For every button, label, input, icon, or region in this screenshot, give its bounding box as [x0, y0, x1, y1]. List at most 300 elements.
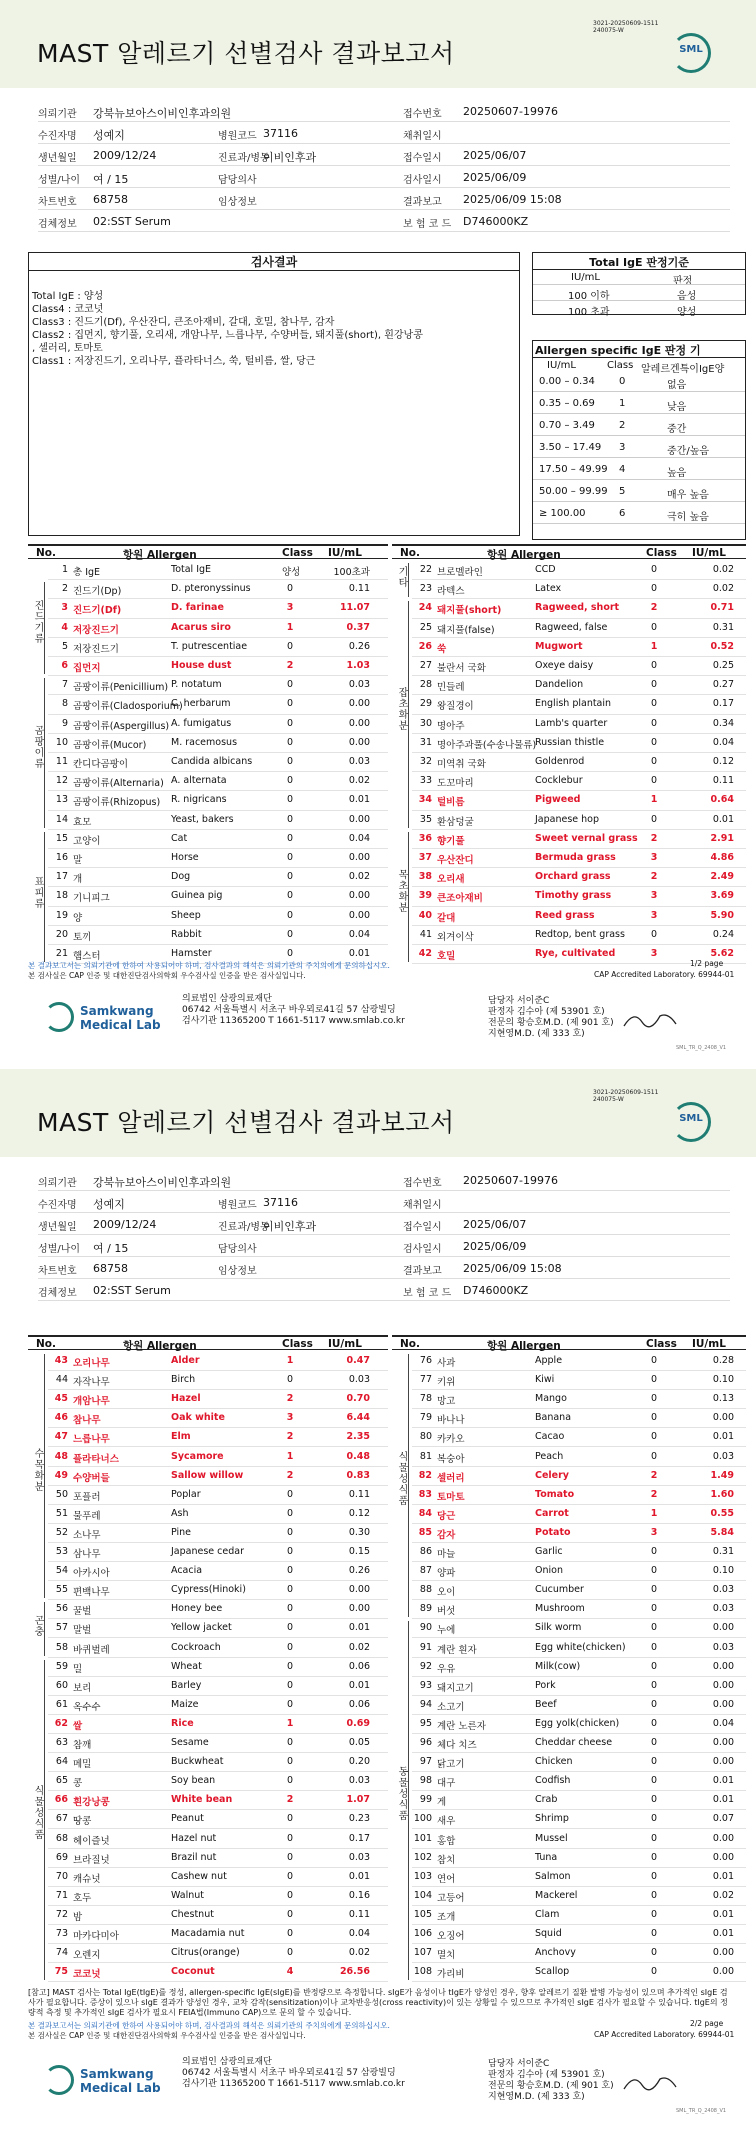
info-row	[38, 188, 730, 210]
table-row	[412, 734, 746, 753]
row-english: Timothy grass	[535, 890, 612, 902]
handwritten-signature-icon	[620, 2067, 680, 2097]
table-row	[48, 657, 388, 676]
row-value: 0.15	[348, 1546, 370, 1557]
row-korean: 홍합	[437, 1835, 456, 1847]
table-row	[48, 1467, 388, 1486]
table-row	[412, 1486, 746, 1505]
row-class: 0	[286, 1698, 294, 1710]
row-class: 2	[650, 602, 658, 614]
table-row	[48, 1428, 388, 1447]
row-korean: 곰팡이류(Aspergillus)	[73, 720, 170, 732]
row-korean: 우산잔디	[437, 855, 474, 866]
row-english: Elm	[171, 1431, 191, 1443]
info-value: 2025/06/09 15:08	[463, 193, 562, 206]
row-english: Oak white	[171, 1412, 225, 1424]
row-english: Kiwi	[535, 1374, 555, 1386]
row-no: 53	[55, 1546, 68, 1557]
row-no: 71	[55, 1889, 68, 1901]
info-label: 의뢰기관	[38, 109, 77, 120]
row-class: 0	[286, 736, 294, 748]
group-label: 곰팡이류	[32, 725, 43, 769]
row-english: Wheat	[171, 1660, 202, 1672]
row-value: 0.10	[712, 1565, 734, 1577]
row-korean: 곰팡이류(Penicillium)	[73, 682, 169, 694]
row-korean: 계란 노른자	[437, 1720, 486, 1732]
row-class: 0	[286, 1622, 294, 1634]
group-bracket	[44, 678, 45, 828]
table-row	[412, 1448, 746, 1467]
row-english: P. notatum	[171, 679, 222, 691]
table-row	[412, 849, 746, 868]
row-no: 75	[54, 1966, 68, 1978]
row-value: 4.86	[710, 852, 734, 863]
row-korean: 미역취 국화	[437, 759, 486, 770]
table-row	[412, 1906, 746, 1925]
row-english: Mackerel	[535, 1889, 578, 1901]
table-row	[48, 695, 388, 714]
table-row	[412, 907, 746, 926]
row-value: 0.37	[346, 621, 370, 633]
row-no: 52	[55, 1526, 68, 1538]
info-label: 접수일시	[403, 1222, 442, 1233]
row-value: 0.23	[348, 1813, 370, 1825]
row-english: A. fumigatus	[171, 717, 232, 729]
table-row	[412, 1543, 746, 1562]
info-value: 2025/06/07	[463, 1218, 527, 1231]
info-value: 2025/06/09	[463, 1240, 527, 1253]
row-korean: 곰팡이류(Cladosporium)	[73, 701, 183, 713]
row-value: 0.00	[348, 698, 370, 710]
row-no: 17	[55, 871, 68, 883]
row-korean: 카카오	[437, 1434, 465, 1446]
info-label: 보 험 코 드	[403, 219, 452, 230]
row-korean: 땅콩	[73, 1816, 92, 1828]
row-english: Walnut	[171, 1889, 205, 1901]
row-no: 3	[61, 602, 68, 614]
row-class: 0	[650, 1431, 658, 1443]
row-value: 0.25	[712, 660, 734, 671]
allergen-table-right	[392, 544, 746, 964]
table-row	[48, 1409, 388, 1428]
header-cell: IU/mL	[328, 1338, 362, 1350]
row-korean: 돼지풀(false)	[437, 624, 495, 636]
row-no: 80	[419, 1431, 432, 1443]
row-value: 0.01	[712, 1431, 734, 1443]
info-value: 강북뉴보아스이비인후과의원	[93, 1176, 232, 1189]
row-value: 0.28	[712, 1355, 734, 1366]
row-korean: 닭고기	[437, 1759, 465, 1771]
row-english: Guinea pig	[171, 890, 223, 902]
criteria-cell: 3.50 – 17.49	[539, 442, 602, 453]
row-korean: 기니피그	[73, 893, 110, 905]
row-class: 1	[286, 621, 294, 633]
row-no: 16	[55, 852, 68, 863]
row-value: 0.83	[346, 1469, 370, 1481]
row-value: 3.69	[710, 890, 734, 902]
row-korean: 버섯	[437, 1606, 456, 1618]
row-class: 0	[650, 1374, 658, 1386]
row-class: 1	[286, 1450, 294, 1462]
row-korean: 민들레	[437, 682, 465, 694]
group-label: 표피류	[32, 876, 43, 909]
row-korean: 삼나무	[73, 1549, 101, 1560]
group-label: 목초화분	[396, 869, 407, 913]
table-row	[48, 1543, 388, 1562]
group-bracket	[408, 563, 409, 597]
table-row	[412, 1409, 746, 1428]
row-value: 5.84	[710, 1526, 734, 1538]
row-english: Cypress(Hinoki)	[171, 1584, 246, 1596]
row-korean: 느릅나무	[73, 1434, 110, 1446]
row-class: 0	[650, 1698, 658, 1710]
row-korean: 가리비	[437, 1969, 465, 1981]
row-value: 0.03	[348, 1374, 370, 1386]
row-line	[533, 479, 745, 480]
table-row	[412, 1810, 746, 1829]
row-value: 0.01	[348, 948, 370, 959]
row-class: 3	[286, 602, 294, 614]
row-korean: 라텍스	[437, 586, 465, 598]
row-no: 101	[413, 1832, 432, 1844]
row-english: CCD	[535, 564, 556, 575]
row-value: 0.02	[712, 583, 734, 595]
row-class: 2	[650, 871, 658, 883]
row-class: 2	[650, 832, 658, 844]
row-english: Chicken	[535, 1756, 573, 1768]
row-value: 0.12	[348, 1507, 370, 1519]
criteria-cell: 음성	[677, 291, 697, 302]
group-bracket	[44, 1354, 45, 1598]
row-english: Mugwort	[535, 640, 583, 652]
row-korean: 불란서 국화	[437, 663, 486, 674]
row-no: 57	[55, 1622, 68, 1634]
row-english: Acarus siro	[171, 621, 231, 633]
specific-ige-title: Allergen specific IgE 판정 기	[535, 344, 701, 357]
row-value: 0.13	[712, 1393, 734, 1405]
logo-text: SML	[679, 1113, 703, 1124]
info-label: 수진자명	[38, 131, 77, 142]
row-no: 85	[418, 1526, 432, 1538]
info-value: 68758	[93, 193, 128, 206]
row-no: 34	[418, 794, 432, 806]
header-cell: Class	[282, 547, 313, 559]
table-header	[392, 1335, 746, 1350]
row-value: 0.10	[712, 1374, 734, 1386]
row-value: 0.02	[348, 1641, 370, 1653]
page-number: 2/2 page	[690, 2019, 724, 2028]
criteria-cell: 매우 높음	[667, 490, 709, 501]
row-value: 0.02	[712, 1889, 734, 1901]
row-english: Rabbit	[171, 928, 202, 940]
table-row	[412, 1619, 746, 1638]
info-value: 37116	[263, 127, 298, 140]
row-no: 26	[418, 640, 432, 652]
row-english: Brazil nut	[171, 1851, 217, 1863]
table-row	[412, 1428, 746, 1447]
table-row	[48, 580, 388, 599]
row-value: 0.00	[348, 813, 370, 825]
info-label: 병원코드	[218, 131, 257, 142]
row-english: Tuna	[535, 1851, 558, 1863]
table-row	[412, 1734, 746, 1753]
group-bracket	[408, 832, 409, 962]
row-class: 0	[286, 852, 294, 863]
row-value: 0.06	[348, 1698, 370, 1710]
row-class: 0	[286, 1928, 294, 1939]
row-class: 0	[286, 948, 294, 959]
row-no: 28	[419, 679, 432, 691]
row-korean: 물푸레	[73, 1510, 101, 1522]
row-no: 22	[419, 564, 432, 575]
row-english: Redtop, bent grass	[535, 928, 625, 940]
table-row	[412, 561, 746, 580]
row-no: 32	[419, 756, 432, 767]
row-class: 0	[286, 1641, 294, 1653]
row-no: 45	[54, 1393, 68, 1405]
info-label: 생년월일	[38, 1222, 77, 1233]
row-korean: 총 IgE	[73, 567, 101, 578]
table-row	[412, 676, 746, 695]
row-korean: 콩	[73, 1778, 83, 1790]
table-row	[412, 1772, 746, 1791]
row-class: 0	[286, 871, 294, 883]
row-class: 0	[650, 928, 658, 940]
row-class: 0	[286, 1832, 294, 1844]
row-no: 74	[55, 1947, 68, 1959]
row-no: 6	[61, 660, 68, 671]
row-value: 11.07	[339, 602, 370, 614]
row-value: 0.01	[348, 1679, 370, 1691]
table-row	[48, 830, 388, 849]
row-english: C. herbarum	[171, 698, 231, 710]
row-english: Dandelion	[535, 679, 584, 691]
row-no: 64	[55, 1756, 68, 1768]
lab-footer	[0, 2053, 756, 2123]
row-korean: 오렌지	[73, 1950, 101, 1962]
row-value: 0.69	[346, 1717, 370, 1729]
row-no: 100	[413, 1813, 432, 1825]
row-value: 0.04	[348, 1928, 370, 1939]
row-english: English plantain	[535, 698, 612, 710]
row-value: 0.71	[710, 602, 734, 614]
row-korean: 편백나무	[73, 1587, 110, 1599]
row-english: White bean	[171, 1794, 233, 1806]
table-row	[412, 753, 746, 772]
table-row	[48, 1600, 388, 1619]
row-class: 0	[650, 1756, 658, 1768]
row-english: Squid	[535, 1928, 562, 1939]
row-korean: 토마토	[437, 1491, 465, 1503]
table-row	[412, 1791, 746, 1810]
row-no: 51	[55, 1507, 68, 1519]
row-no: 27	[419, 660, 432, 671]
row-value: 0.00	[348, 1584, 370, 1596]
table-row	[412, 1696, 746, 1715]
row-korean: 효모	[73, 816, 92, 828]
table-header	[392, 544, 746, 559]
table-row	[48, 868, 388, 887]
row-value: 0.00	[348, 717, 370, 729]
row-no: 103	[413, 1870, 432, 1882]
info-value: 2009/12/24	[93, 149, 157, 162]
row-english: Mango	[535, 1393, 567, 1405]
row-english: Celery	[535, 1469, 569, 1481]
row-english: Hamster	[171, 948, 212, 959]
row-english: Cockroach	[171, 1641, 221, 1653]
row-english: Shrimp	[535, 1813, 569, 1825]
footer-note-1: 본 결과보고서는 의뢰기관에 한하여 사용되어야 하며, 검사결과의 해석은 의뢰기관의 주치의에게 문의하십시오.	[28, 2021, 390, 2030]
criteria-cell: 양성	[677, 307, 697, 318]
table-row	[48, 791, 388, 810]
row-class: 0	[286, 1660, 294, 1672]
row-english: Cat	[171, 832, 188, 844]
info-value: 02:SST Serum	[93, 215, 171, 228]
row-value: 0.01	[348, 794, 370, 806]
row-value: 0.00	[348, 909, 370, 921]
row-value: 0.11	[348, 1488, 370, 1500]
row-korean: 쌀	[73, 1720, 83, 1732]
row-class: 0	[650, 1355, 658, 1366]
row-class: 0	[650, 1813, 658, 1825]
row-class: 0	[650, 1851, 658, 1863]
row-class: 0	[286, 1488, 294, 1500]
row-value: 0.31	[712, 621, 734, 633]
row-no: 87	[419, 1565, 432, 1577]
row-no: 98	[419, 1775, 432, 1787]
row-english: Peanut	[171, 1813, 204, 1825]
row-korean: 흰강낭콩	[73, 1797, 110, 1809]
info-label: 진료과/병동	[218, 153, 270, 164]
row-no: 79	[419, 1412, 432, 1424]
row-class: 2	[650, 1469, 658, 1481]
row-english: Egg yolk(chicken)	[535, 1717, 620, 1729]
row-korean: 개	[73, 874, 83, 886]
row-english: Peach	[535, 1450, 564, 1462]
info-value: 2009/12/24	[93, 1218, 157, 1231]
group-label: 진드기류	[32, 600, 43, 645]
row-no: 105	[413, 1908, 432, 1920]
row-value: 0.03	[712, 1584, 734, 1596]
row-english: Milk(cow)	[535, 1660, 581, 1672]
row-no: 39	[418, 890, 432, 902]
header-cell: No.	[400, 547, 420, 559]
table-row	[412, 1639, 746, 1658]
row-value: 0.00	[712, 1966, 734, 1978]
row-class: 0	[650, 1947, 658, 1959]
row-no: 41	[419, 928, 432, 940]
row-no: 42	[418, 948, 432, 959]
row-line	[533, 284, 745, 285]
row-class: 0	[650, 583, 658, 595]
row-value: 0.02	[348, 775, 370, 787]
table-row	[48, 1486, 388, 1505]
row-korean: 사과	[437, 1358, 456, 1369]
row-korean: 곰팡이류(Rhizopus)	[73, 797, 161, 809]
criteria-cell: 3	[619, 442, 626, 453]
row-english: Maize	[171, 1698, 199, 1710]
row-value: 0.00	[712, 1412, 734, 1424]
row-no: 37	[418, 852, 432, 863]
row-english: Carrot	[535, 1507, 569, 1519]
row-class: 0	[650, 813, 658, 825]
criteria-cell: 낮음	[667, 402, 687, 413]
row-korean: 털비름	[437, 797, 465, 809]
table-row	[48, 1925, 388, 1944]
row-no: 68	[55, 1832, 68, 1844]
row-class: 3	[286, 1412, 294, 1424]
row-class: 0	[286, 640, 294, 652]
criteria-cell: ≥ 100.00	[539, 508, 586, 519]
sml-footer-logo-icon	[44, 2065, 74, 2095]
group-bracket	[44, 582, 45, 674]
row-class: 0	[650, 621, 658, 633]
header-cell: No.	[36, 1338, 56, 1350]
row-korean: 말	[73, 855, 83, 866]
header-cell: IU/mL	[692, 547, 726, 559]
info-label: 채취일시	[403, 131, 442, 142]
row-class: 0	[650, 1660, 658, 1672]
row-line	[533, 523, 745, 524]
row-no: 63	[55, 1737, 68, 1748]
row-korean: 바나나	[437, 1415, 465, 1427]
info-row	[38, 1257, 730, 1279]
row-value: 0.12	[712, 756, 734, 767]
footer-note-2: 본 검사실은 CAP 인증 및 대한진단검사의학회 우수검사실 인증을 받은 검사실입니다.	[28, 2031, 306, 2040]
row-value: 1.07	[346, 1794, 370, 1806]
row-class: 1	[650, 1507, 658, 1519]
row-class: 0	[286, 794, 294, 806]
table-row	[412, 1467, 746, 1486]
row-korean: 큰조아재비	[437, 893, 483, 905]
row-class: 0	[286, 890, 294, 902]
row-no: 104	[413, 1889, 432, 1901]
row-english: Citrus(orange)	[171, 1947, 240, 1959]
row-no: 65	[55, 1775, 68, 1787]
row-no: 94	[419, 1698, 432, 1710]
row-english: Reed grass	[535, 909, 595, 921]
row-value: 0.02	[712, 564, 734, 575]
info-value: 68758	[93, 1262, 128, 1275]
row-korean: 옥수수	[73, 1701, 101, 1713]
row-class: 0	[286, 909, 294, 921]
row-value: 0.03	[348, 679, 370, 691]
info-row	[38, 1169, 730, 1191]
table-row	[48, 1715, 388, 1734]
criteria-cell: 4	[619, 464, 626, 475]
table-row	[48, 1868, 388, 1887]
table-row	[412, 887, 746, 906]
criteria-cell: 100 이하	[568, 291, 610, 302]
row-english: Crab	[535, 1794, 558, 1806]
row-english: D. pteronyssinus	[171, 583, 251, 595]
row-value: 0.04	[348, 832, 370, 844]
header-cell: IU/mL	[328, 547, 362, 559]
row-no: 93	[419, 1679, 432, 1691]
row-no: 96	[419, 1737, 432, 1748]
row-value: 0.11	[348, 1908, 370, 1920]
table-row	[48, 1887, 388, 1906]
criteria-cell: 없음	[667, 380, 687, 391]
row-korean: 망고	[437, 1396, 456, 1408]
results-box	[28, 252, 520, 536]
row-korean: 고등어	[437, 1892, 465, 1904]
row-korean: 호밀	[437, 951, 456, 962]
row-value: 0.55	[710, 1507, 734, 1519]
row-value: 0.16	[348, 1889, 370, 1901]
row-class: 0	[650, 1450, 658, 1462]
table-row	[412, 1600, 746, 1619]
